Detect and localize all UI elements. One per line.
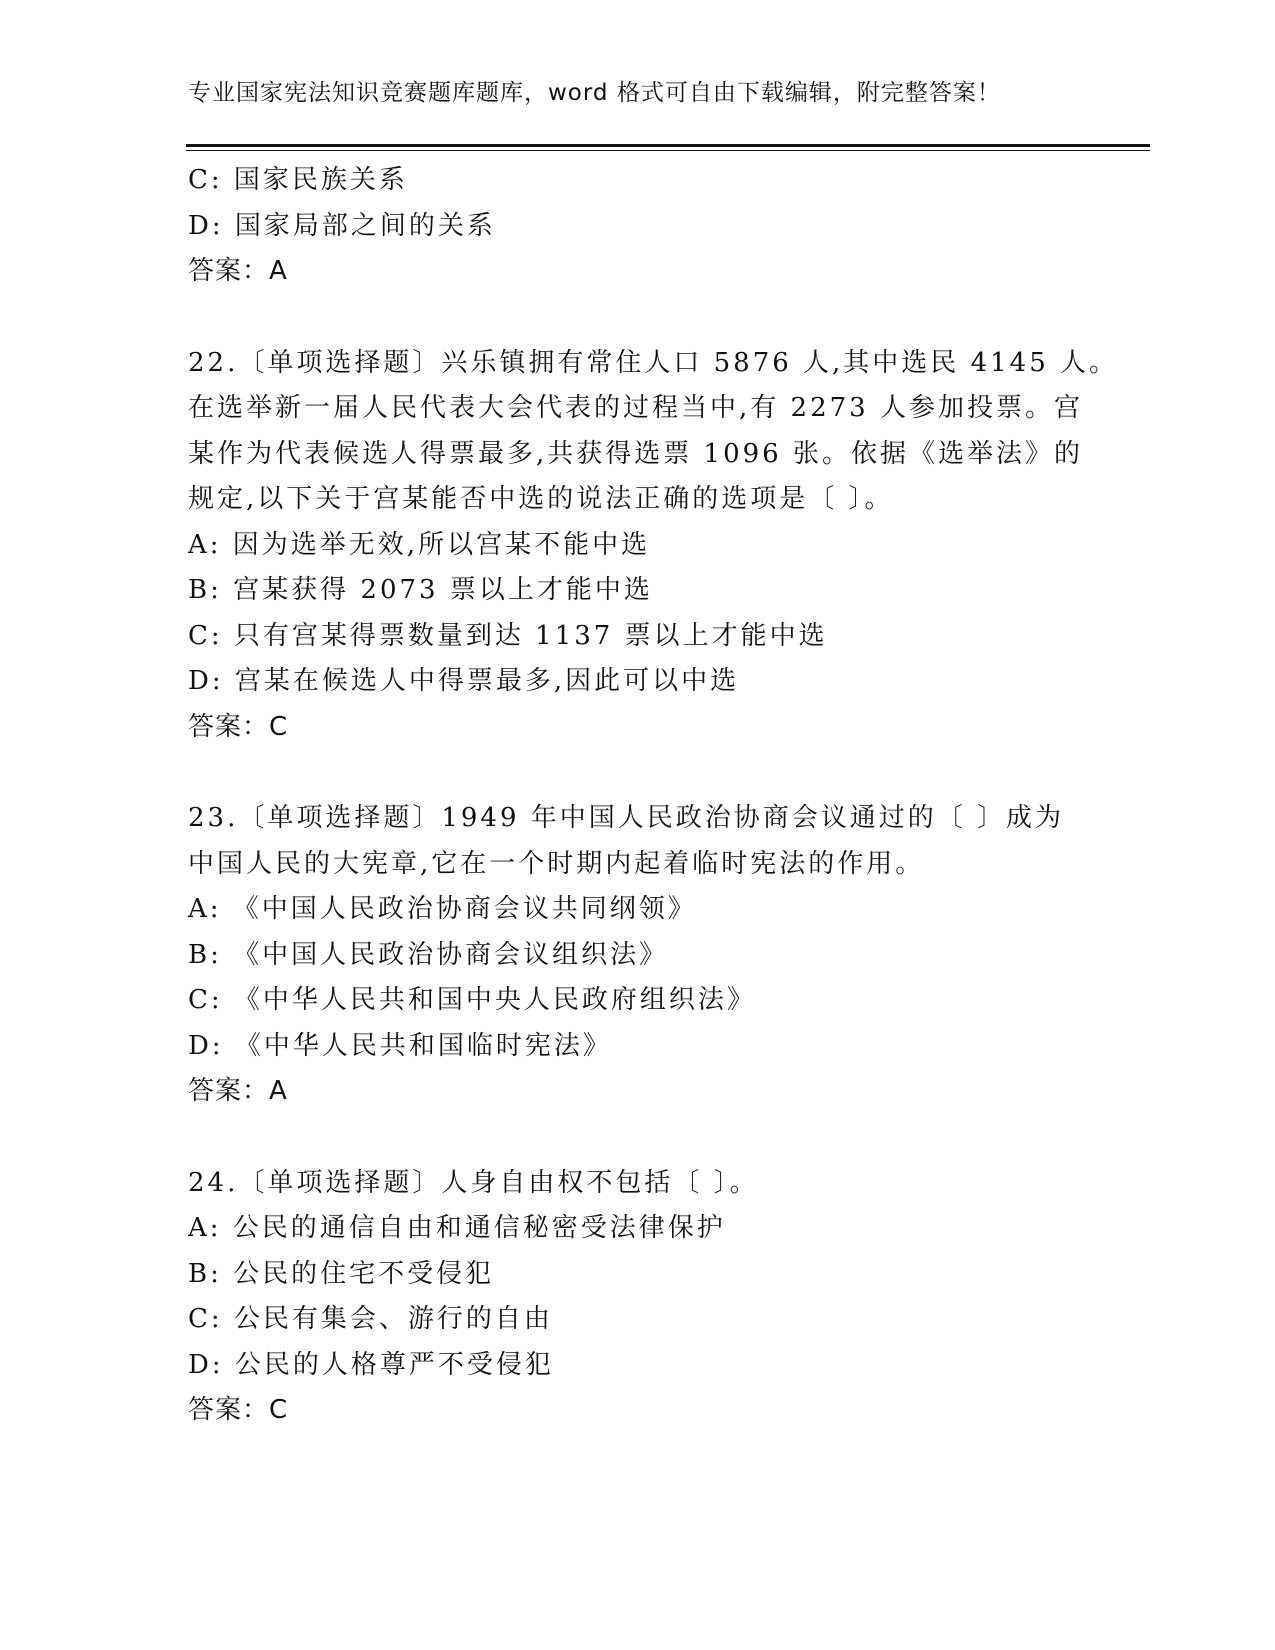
answer: 答案：A	[188, 256, 288, 286]
document-body	[188, 158, 1119, 1434]
question-stem-line: 中国人民的大宪章,它在一个时期内起着临时宪法的作用。	[188, 848, 925, 879]
spacer	[188, 1115, 1088, 1161]
option-d: D: 公民的人格尊严不受侵犯	[188, 1349, 554, 1380]
option-b: B: 《中国人民政治协商会议组织法》	[188, 939, 669, 970]
header-rule-thick	[186, 144, 1150, 147]
option-a: A: 《中国人民政治协商会议共同纲领》	[188, 894, 697, 924]
option-a: A: 因为选举无效,所以宫某不能中选	[188, 529, 651, 560]
question-stem-line: 某作为代表候选人得票最多,共获得选票 1096 张。依据《选举法》的	[188, 438, 1083, 469]
option-c: C: 只有宫某得票数量到达 1137 票以上才能中选	[188, 620, 828, 651]
answer: 答案：A	[188, 1076, 288, 1106]
question-stem-line: 23.〔单项选择题〕1949 年中国人民政治协商会议通过的〔 〕成为	[188, 803, 1065, 833]
option-d: D: 《中华人民共和国临时宪法》	[188, 1030, 612, 1061]
question-22	[188, 341, 1119, 751]
option-d: D: 国家局部之间的关系	[188, 210, 496, 241]
page-header: 专业国家宪法知识竞赛题库题库，word 格式可自由下载编辑，附完整答案！	[188, 80, 1001, 106]
spacer	[188, 750, 1088, 796]
answer: 答案：C	[188, 1395, 289, 1425]
question-stem-line: 24.〔单项选择题〕人身自由权不包括〔 〕。	[188, 1167, 759, 1198]
option-c: C: 《中华人民共和国中央人民政府组织法》	[188, 985, 756, 1015]
question-23	[188, 796, 1088, 1115]
header-rule-thin	[186, 150, 1150, 151]
option-c: C: 公民有集会、游行的自由	[188, 1304, 553, 1334]
option-c: C: 国家民族关系	[188, 165, 408, 195]
spacer	[188, 295, 1088, 341]
question-24	[188, 1161, 1088, 1434]
option-a: A: 公民的通信自由和通信秘密受法律保护	[188, 1213, 726, 1243]
question-stem-line: 22.〔单项选择题〕兴乐镇拥有常住人口 5876 人,其中选民 4145 人。	[188, 347, 1119, 378]
answer: 答案：C	[188, 711, 289, 742]
option-d: D: 宫某在候选人中得票最多,因此可以中选	[188, 666, 740, 696]
prev-question-tail	[188, 158, 1088, 295]
option-b: B: 宫某获得 2073 票以上才能中选	[188, 575, 653, 605]
question-stem-line: 规定,以下关于宫某能否中选的说法正确的选项是〔 〕。	[188, 484, 894, 514]
question-stem-line: 在选举新一届人民代表大会代表的过程当中,有 2273 人参加投票。宫	[188, 393, 1083, 423]
option-b: B: 公民的住宅不受侵犯	[188, 1258, 495, 1289]
